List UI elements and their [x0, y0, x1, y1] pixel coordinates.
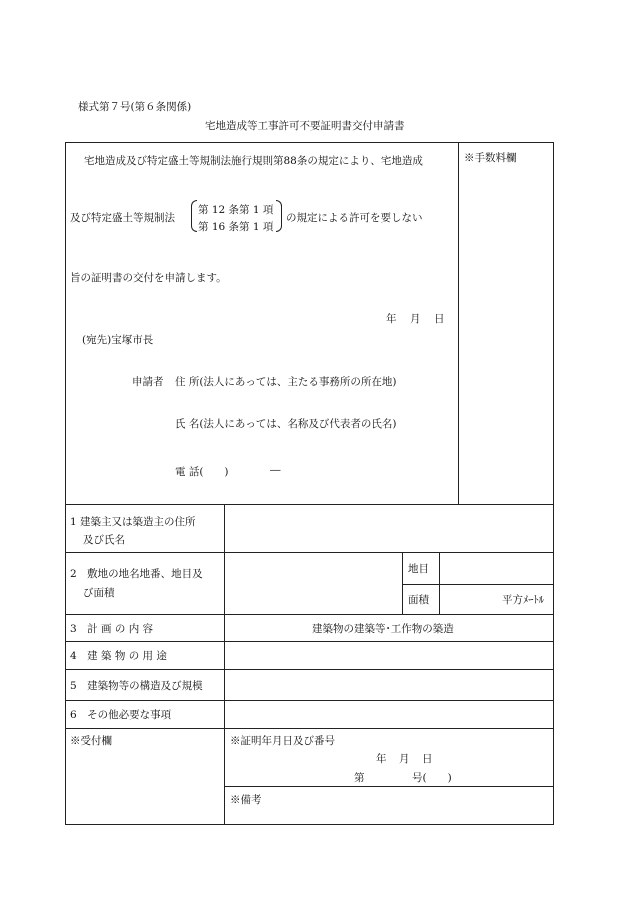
addressee: (宛先)宝塚市長 — [82, 334, 154, 346]
date-month: 月 — [410, 313, 421, 325]
cert-year: 年 — [376, 753, 387, 765]
form-number: 様式第７号(第６条関係) — [78, 101, 192, 113]
row3-label: 3 計 画 の 内 容 — [70, 623, 154, 635]
applicant-address-label: 住 所(法人にあっては、主たる事務所の所在地) — [175, 376, 397, 388]
article-option-1: 第 12 条第 1 項 — [198, 204, 274, 216]
cert-day: 日 — [422, 753, 433, 765]
row5-label: 5 建築物等の構造及び規模 — [70, 680, 203, 692]
date-year: 年 — [386, 313, 397, 325]
applicant-phone-label: 電 話( ) — [175, 466, 229, 478]
article-option-2: 第 16 条第 1 項 — [198, 221, 274, 233]
row1-label-line2: 及び氏名 — [83, 534, 125, 546]
applicant-phone-dash: ― — [270, 464, 281, 476]
land-category-label: 地目 — [408, 563, 429, 575]
document-title: 宅地造成等工事許可不要証明書交付申請書 — [205, 120, 405, 132]
row3-value: 建築物の建築等･工作物の築造 — [312, 623, 454, 635]
application-text-line2-prefix: 及び特定盛土等規制法 — [70, 212, 175, 224]
remarks-label: ※備考 — [230, 794, 262, 806]
area-label: 面積 — [408, 594, 429, 606]
brace-left — [191, 200, 197, 232]
row2-label-line2: び面積 — [83, 587, 115, 599]
cert-number-suffix: 号( ) — [412, 772, 452, 784]
application-text-line3: 旨の証明書の交付を申請します。 — [70, 272, 227, 284]
row6-label: 6 その他必要な事項 — [70, 709, 172, 721]
application-text-line1: 宅地造成及び特定盛土等規制法施行規則第88条の規定により、宅地造成 — [84, 155, 423, 167]
brace-right — [276, 200, 282, 232]
applicant-name-label: 氏 名(法人にあっては、名称及び代表者の氏名) — [175, 418, 397, 430]
certification-label: ※証明年月日及び番号 — [230, 735, 335, 747]
applicant-label: 申請者 — [132, 376, 164, 388]
fee-column-label: ※手数料欄 — [464, 152, 517, 164]
reception-label: ※受付欄 — [70, 735, 112, 747]
row1-label-line1: 1 建築主又は築造主の住所 — [70, 516, 196, 528]
cert-number-prefix: 第 — [354, 772, 365, 784]
row2-label-line1: 2 敷地の地名地番、地目及 — [70, 568, 203, 580]
date-day: 日 — [434, 313, 445, 325]
application-text-line2-suffix: の規定による許可を要しない — [286, 212, 423, 224]
area-unit: 平方ﾒｰﾄﾙ — [502, 594, 544, 606]
row4-label: 4 建 築 物 の 用 途 — [70, 650, 167, 662]
cert-month: 月 — [399, 753, 410, 765]
